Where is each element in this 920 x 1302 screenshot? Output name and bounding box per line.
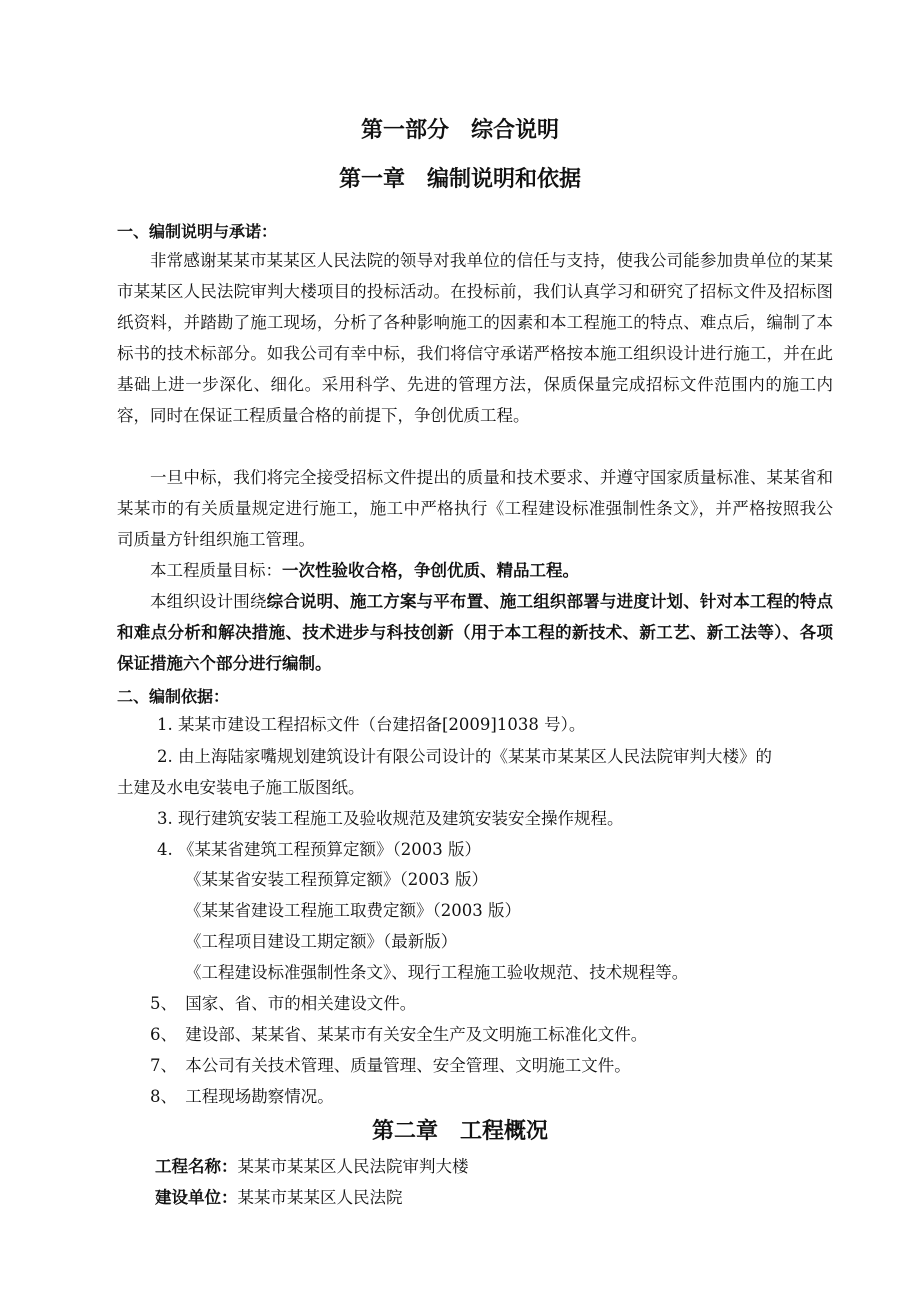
section1-paragraph-4 xyxy=(117,586,833,679)
project-owner-label: 建设单位： xyxy=(155,1188,238,1207)
basis-item-4-line: 《某某省安装工程预算定额》（2003 版） xyxy=(185,870,488,889)
project-owner-row xyxy=(155,1186,403,1210)
basis-item-7: 7、 本公司有关技术管理、质量管理、安全管理、文明施工文件。 xyxy=(150,1056,631,1075)
basis-item-2-line-2: 土建及水电安装电子施工版图纸。 xyxy=(117,778,365,797)
section1-heading: 一、编制说明与承诺： xyxy=(117,222,278,241)
project-name-row xyxy=(155,1155,469,1179)
basis-item-4-line: 《某某省建设工程施工取费定额》（2003 版） xyxy=(185,901,521,920)
basis-item-4-line: 4. 《某某省建筑工程预算定额》（2003 版） xyxy=(157,840,481,859)
basis-item-2-line-1: 2. 由上海陆家嘴规划建筑设计有限公司设计的《某某市某某区人民法院审判大楼》的 xyxy=(157,747,772,766)
project-owner-value: 某某市某某区人民法院 xyxy=(237,1188,403,1207)
basis-item-6: 6、 建设部、某某省、某某市有关安全生产及文明施工标准化文件。 xyxy=(150,1025,648,1044)
chapter2-title: 第二章 工程概况 xyxy=(371,1119,548,1144)
quality-goal-label: 本工程质量目标： xyxy=(150,561,282,580)
chapter1-title: 第一章 编制说明和依据 xyxy=(338,167,581,192)
quality-goal-value: 一次性验收合格，争创优质、精品工程。 xyxy=(282,561,579,580)
section1-paragraph-3 xyxy=(117,555,833,586)
basis-item-1: 1. 某某市建设工程招标文件（台建招备[2009]1038 号）。 xyxy=(157,715,586,734)
basis-item-3: 3. 现行建筑安装工程施工及验收规范及建筑安装安全操作规程。 xyxy=(157,809,624,828)
part-title: 第一部分 综合说明 xyxy=(360,118,559,143)
project-name-label: 工程名称： xyxy=(155,1157,238,1176)
scope-parts: 综合说明、施工方案与平布置、施工组织部署与进度计划、针对本工程的特点和难点分析和解决措施、技术进步与科技创新（用于本工程的新技术、新工艺、新工法等）、各项保证措施六个部分进行编制。 xyxy=(117,592,834,673)
project-name-value: 某某市某某区人民法院审判大楼 xyxy=(237,1157,469,1176)
basis-item-5: 5、 国家、省、市的相关建设文件。 xyxy=(150,994,417,1013)
section2-heading: 二、编制依据： xyxy=(117,687,230,706)
basis-item-4-line: 《工程项目建设工期定额》（最新版） xyxy=(185,932,458,951)
scope-intro: 本组织设计围绕 xyxy=(150,592,267,611)
section1-paragraph-1: 非常感谢某某市某某区人民法院的领导对我单位的信任与支持，使我公司能参加贵单位的某某市某某区人民法院审判大楼项目的投标活动。在投标前，我们认真学习和研究了招标文件及招标图纸资料，并踏勘了施工现场，分析了各种影响施工的因素和本工程施工的特点、难点后，编制了本标书的技术标部分。如我公司有幸中标，我们将信守承诺严格按本施工组织设计进行施工，并在此基础上进一步深化、细化。采用科学、先进的管理方法，保质保量完成招标文件范围内的施工内容，同时在保证工程质量合格的前提下，争创优质工程。 xyxy=(117,251,833,425)
basis-item-4-line: 《工程建设标准强制性条文》、现行工程施工验收规范、技术规程等。 xyxy=(185,963,689,982)
section1-paragraph-2: 一旦中标，我们将完全接受招标文件提出的质量和技术要求、并遵守国家质量标准、某某省和某某市的有关质量规定进行施工，施工中严格执行《工程建设标准强制性条文》，并严格按照我公司质量方针组织施工管理。 xyxy=(117,468,833,549)
basis-item-8: 8、 工程现场勘察情况。 xyxy=(150,1087,334,1106)
